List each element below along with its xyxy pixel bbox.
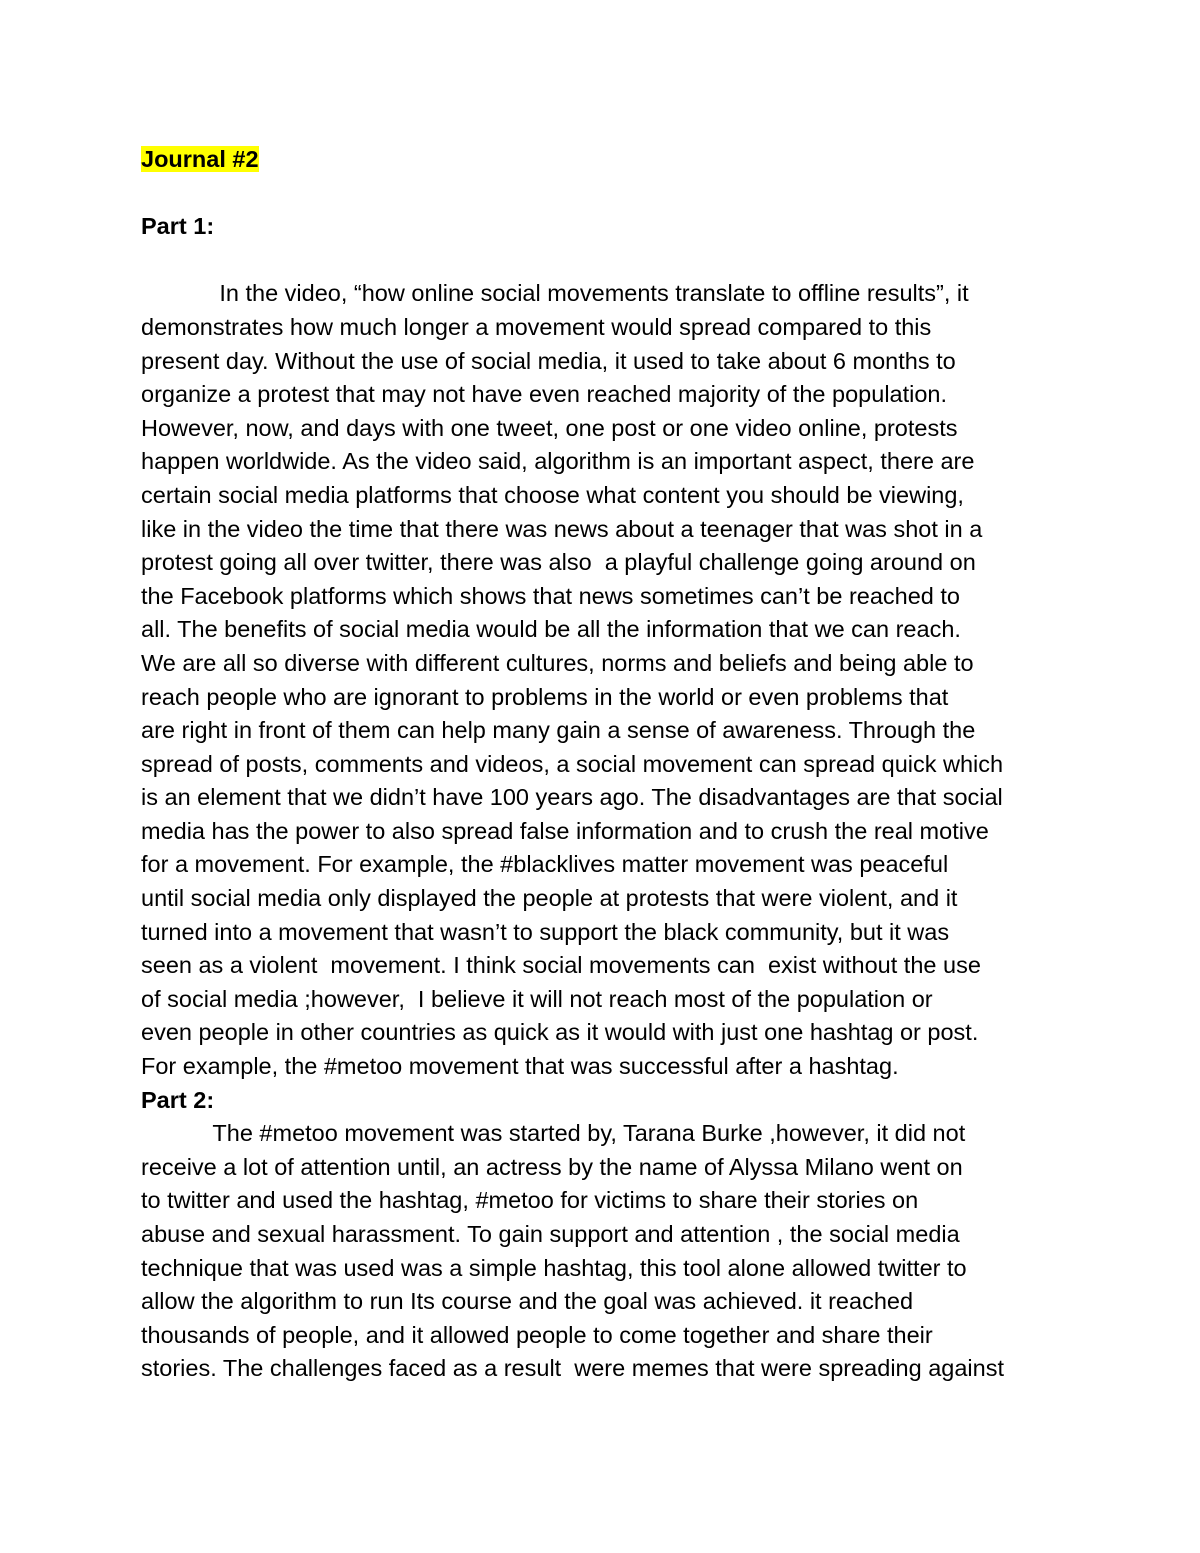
- text-line: like in the video the time that there was news about a teenager that was shot in a: [141, 515, 983, 542]
- text-line: We are all so diverse with different cultures, norms and beliefs and being able to: [141, 649, 974, 676]
- text-line: protest going all over twitter, there was also a playful challenge going around on: [141, 549, 976, 576]
- text-line: receive a lot of attention until, an actress by the name of Alyssa Milano went on: [141, 1153, 963, 1180]
- text-line: the Facebook platforms which shows that news sometimes can’t be reached to: [141, 582, 960, 609]
- text-line: technique that was used was a simple hashtag, this tool alone allowed twitter to: [141, 1254, 967, 1281]
- part1-heading: Part 1:: [141, 213, 215, 240]
- text-line: allow the algorithm to run Its course and the goal was achieved. it reached: [141, 1288, 914, 1315]
- text-line: In the video, “how online social movements translate to offline results”, it: [141, 280, 969, 307]
- blank-line: [141, 244, 1071, 278]
- text-line: thousands of people, and it allowed people to come together and share their: [141, 1321, 933, 1348]
- text-line: for a movement. For example, the #blacklives matter movement was peaceful: [141, 851, 949, 878]
- text-line: present day. Without the use of social media, it used to take about 6 months to: [141, 347, 956, 374]
- text-line: media has the power to also spread false information and to crush the real motive: [141, 817, 989, 844]
- text-line: organize a protest that may not have even reached majority of the population.: [141, 381, 948, 408]
- text-line: For example, the #metoo movement that was successful after a hashtag.: [141, 1053, 899, 1080]
- part2-paragraph: [141, 1117, 1071, 1386]
- text-line: seen as a violent movement. I think social movements can exist without the use: [141, 952, 981, 979]
- journal-title-line: [141, 143, 1071, 177]
- text-line: of social media ;however, I believe it will not reach most of the population or: [141, 985, 933, 1012]
- text-line: abuse and sexual harassment. To gain support and attention , the social media: [141, 1221, 960, 1247]
- document-body: [141, 143, 1071, 1386]
- text-line: turned into a movement that wasn’t to support the black community, but it was: [141, 918, 950, 945]
- text-line: is an element that we didn’t have 100 years ago. The disadvantages are that social: [141, 784, 1003, 811]
- part1-paragraph: [141, 277, 1071, 1083]
- part2-heading: Part 2:: [141, 1086, 215, 1113]
- text-line: until social media only displayed the people at protests that were violent, and it: [141, 885, 958, 912]
- blank-line: [141, 177, 1071, 211]
- text-line: certain social media platforms that choose what content you should be viewing,: [141, 481, 964, 508]
- text-line: reach people who are ignorant to problems in the world or even problems that: [141, 683, 949, 710]
- text-line: The #metoo movement was started by, Tarana Burke ,however, it did not: [141, 1120, 966, 1147]
- text-line: even people in other countries as quick as it would with just one hashtag or post.: [141, 1019, 979, 1046]
- text-line: happen worldwide. As the video said, algorithm is an important aspect, there are: [141, 448, 975, 475]
- text-line: demonstrates how much longer a movement would spread compared to this: [141, 313, 932, 340]
- journal-title: Journal #2: [141, 146, 259, 172]
- text-line: stories. The challenges faced as a result were memes that were spreading against: [141, 1355, 1004, 1382]
- text-line: to twitter and used the hashtag, #metoo for victims to share their stories on: [141, 1187, 919, 1214]
- text-line: are right in front of them can help many gain a sense of awareness. Through the: [141, 717, 976, 744]
- text-line: all. The benefits of social media would be all the information that we can reach.: [141, 616, 961, 643]
- text-line: spread of posts, comments and videos, a social movement can spread quick which: [141, 750, 1004, 777]
- text-line: However, now, and days with one tweet, one post or one video online, protests: [141, 414, 958, 441]
